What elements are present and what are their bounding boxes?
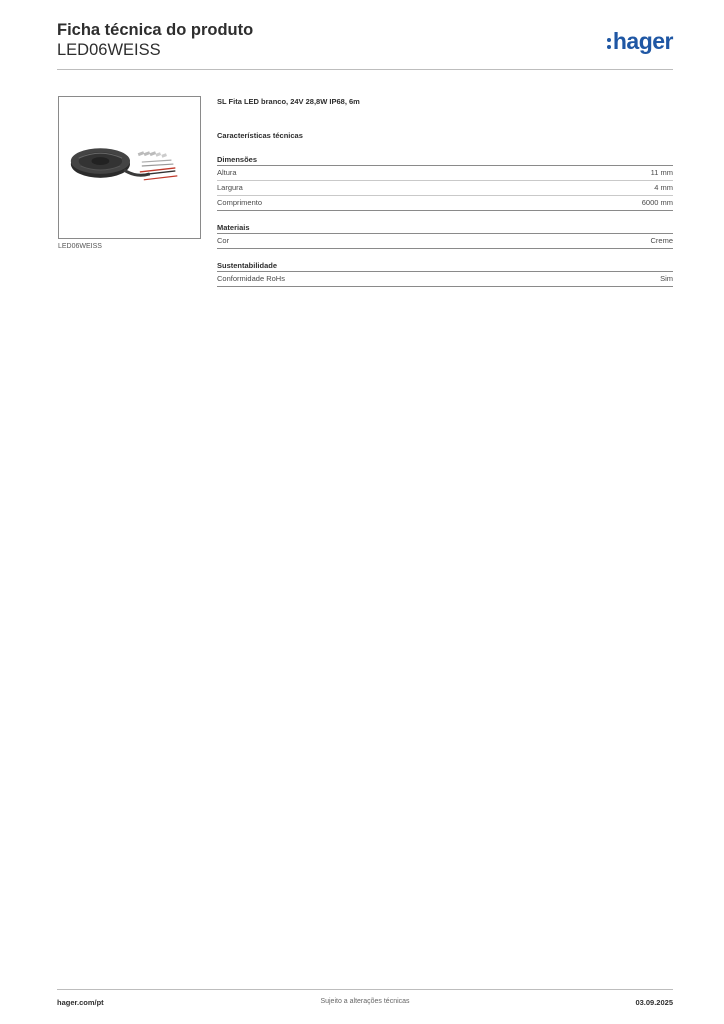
spec-label: Comprimento (217, 198, 263, 207)
page-header (57, 20, 673, 70)
specs-heading: Características técnicas (217, 131, 303, 140)
spec-group-title: Dimensões (217, 153, 673, 166)
spec-value: 4 mm (654, 183, 673, 192)
spec-row (217, 181, 673, 196)
led-strip-reel-illustration (59, 97, 200, 238)
spec-value: 11 mm (650, 168, 673, 177)
spec-row (217, 196, 673, 211)
logo-dots-icon (607, 38, 611, 49)
product-image (58, 96, 201, 239)
spec-label: Largura (217, 183, 243, 192)
footer-date: 03.09.2025 (635, 998, 673, 1007)
product-description: SL Fita LED branco, 24V 28,8W IP68, 6m (217, 97, 360, 106)
spec-row (217, 234, 673, 249)
spec-group-dimensions (217, 153, 673, 211)
spec-content (217, 96, 673, 287)
logo-text: hager (612, 28, 673, 54)
footer-notice: Sujeito a alterações técnicas (320, 998, 410, 1005)
spec-label: Altura (217, 168, 237, 177)
spec-group-title: Materiais (217, 221, 673, 234)
spec-value: Creme (650, 236, 673, 245)
hager-logo (607, 28, 673, 54)
footer-website-link[interactable]: hager.com/pt (57, 998, 104, 1007)
spec-group-title: Sustentabilidade (217, 259, 673, 272)
page-title: Ficha técnica do produto (57, 21, 254, 39)
product-code-title: LED06WEISS (57, 41, 161, 59)
spec-row (217, 272, 673, 287)
page-footer (57, 989, 673, 1013)
spec-group-materials (217, 221, 673, 249)
spec-row (217, 166, 673, 181)
spec-label: Conformidade RoHs (217, 274, 285, 283)
spec-value: 6000 mm (641, 198, 673, 207)
spec-group-sustainability (217, 259, 673, 287)
image-caption: LED06WEISS (58, 243, 102, 250)
spec-label: Cor (217, 236, 230, 245)
spec-value: Sim (660, 274, 673, 283)
